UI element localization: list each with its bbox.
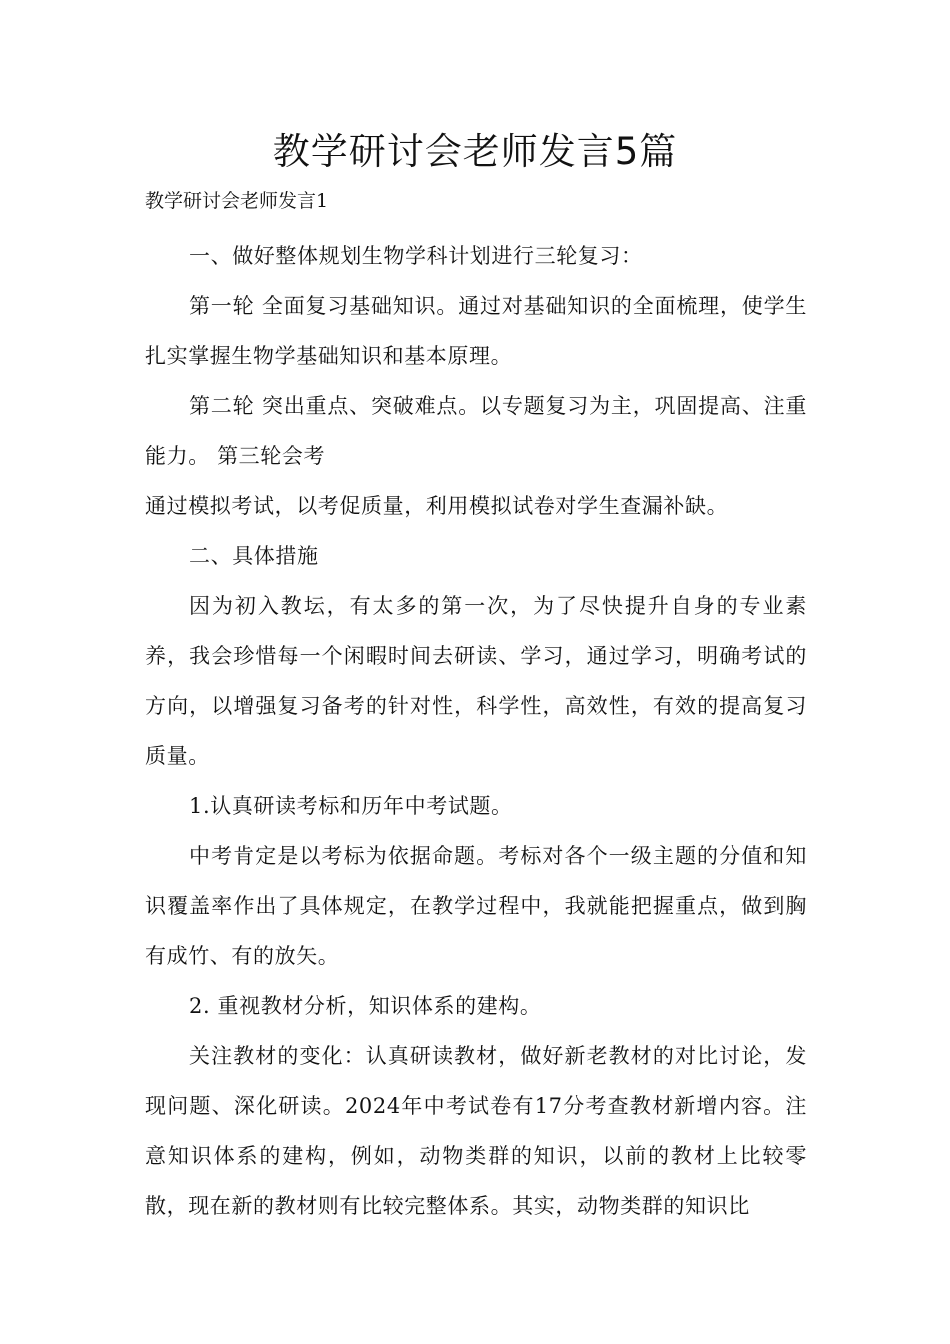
document-body: [145, 231, 807, 1231]
paragraph-item-two: 2. 重视教材分析，知识体系的建构。: [189, 994, 542, 1018]
paragraph-plan-heading: 一、做好整体规划生物学科计划进行三轮复习：: [189, 244, 643, 268]
paragraph-round-two: 第二轮 突出重点、突破难点。以专题复习为主，巩固提高、注重能力。 第三轮会考: [145, 394, 807, 468]
paragraph-professional-growth: 因为初入教坛，有太多的第一次，为了尽快提升自身的专业素养，我会珍惜每一个闲暇时间去研读、学习，通过学习，明确考试的方向，以增强复习备考的针对性，科学性，高效性，有效的提高复习质量。: [145, 594, 807, 768]
paragraph-exam-standards: 中考肯定是以考标为依据命题。考标对各个一级主题的分值和知识覆盖率作出了具体规定，在教学过程中，我就能把握重点，做到胸有成竹、有的放矢。: [145, 844, 807, 968]
paragraph-item-one: 1.认真研读考标和历年中考试题。: [189, 794, 513, 818]
document-subtitle: 教学研讨会老师发言1: [145, 190, 329, 212]
paragraph-mock-exam: 通过模拟考试，以考促质量，利用模拟试卷对学生查漏补缺。: [145, 494, 729, 518]
document-title: 教学研讨会老师发言5篇: [272, 130, 678, 173]
paragraph-round-one: 第一轮 全面复习基础知识。通过对基础知识的全面梳理，使学生扎实掌握生物学基础知识和基本原理。: [145, 294, 807, 368]
paragraph-measures-heading: 二、具体措施: [189, 544, 319, 568]
paragraph-textbook-changes: 关注教材的变化：认真研读教材，做好新老教材的对比讨论，发现问题、深化研读。2024年中考试卷有17分考查教材新增内容。注意知识体系的建构，例如，动物类群的知识，以前的教材上比较零散，现在新的教材则有比较完整体系。其实，动物类群的知识比: [145, 1044, 807, 1218]
